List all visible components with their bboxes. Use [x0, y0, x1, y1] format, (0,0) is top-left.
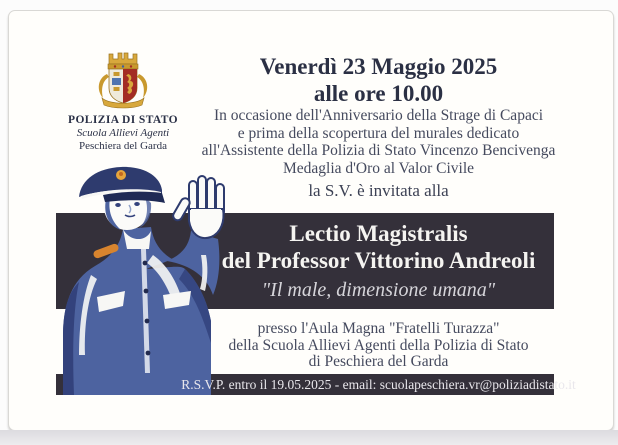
venue-line: presso l'Aula Magna "Fratelli Turazza": [257, 320, 500, 337]
event-datetime: [146, 53, 611, 107]
event-subtitle: "Il male, dimensione umana": [261, 279, 496, 301]
occasion-line: In occasione dell'Anniversario della Strage di Capaci: [213, 107, 544, 124]
rsvp-text: R.S.V.P. entro il 19.05.2025 - email: scuolapeschiera.vr@poliziadistato.it: [181, 377, 576, 392]
event-title-block: [146, 220, 611, 302]
invitation-line: la S.V. è invitata alla: [308, 181, 449, 200]
occasion-line: all'Assistente della Polizia di Stato Vincenzo Bencivenga: [201, 142, 556, 159]
invitation-card: [8, 10, 614, 431]
occasion-line: Medaglia d'Oro al Valor Civile: [282, 159, 475, 177]
event-date: Venerdì 23 Maggio 2025: [259, 54, 498, 79]
occasion-line: e prima della scopertura del murales dedicato: [237, 124, 520, 142]
venue-line: di Peschiera del Garda: [308, 353, 449, 370]
venue-line: della Scuola Allievi Agenti della Polizia di Stato: [228, 336, 529, 354]
org-city: Peschiera del Garda: [79, 140, 167, 152]
org-name: POLIZIA DI STATO: [68, 114, 178, 126]
org-school: Scuola Allievi Agenti: [76, 127, 170, 139]
event-speaker: del Professor Vittorino Andreoli: [221, 248, 536, 273]
event-title: Lectio Magistralis: [289, 221, 468, 246]
event-time: alle ore 10.00: [313, 81, 444, 106]
page-bottom-shadow: [0, 430, 618, 445]
